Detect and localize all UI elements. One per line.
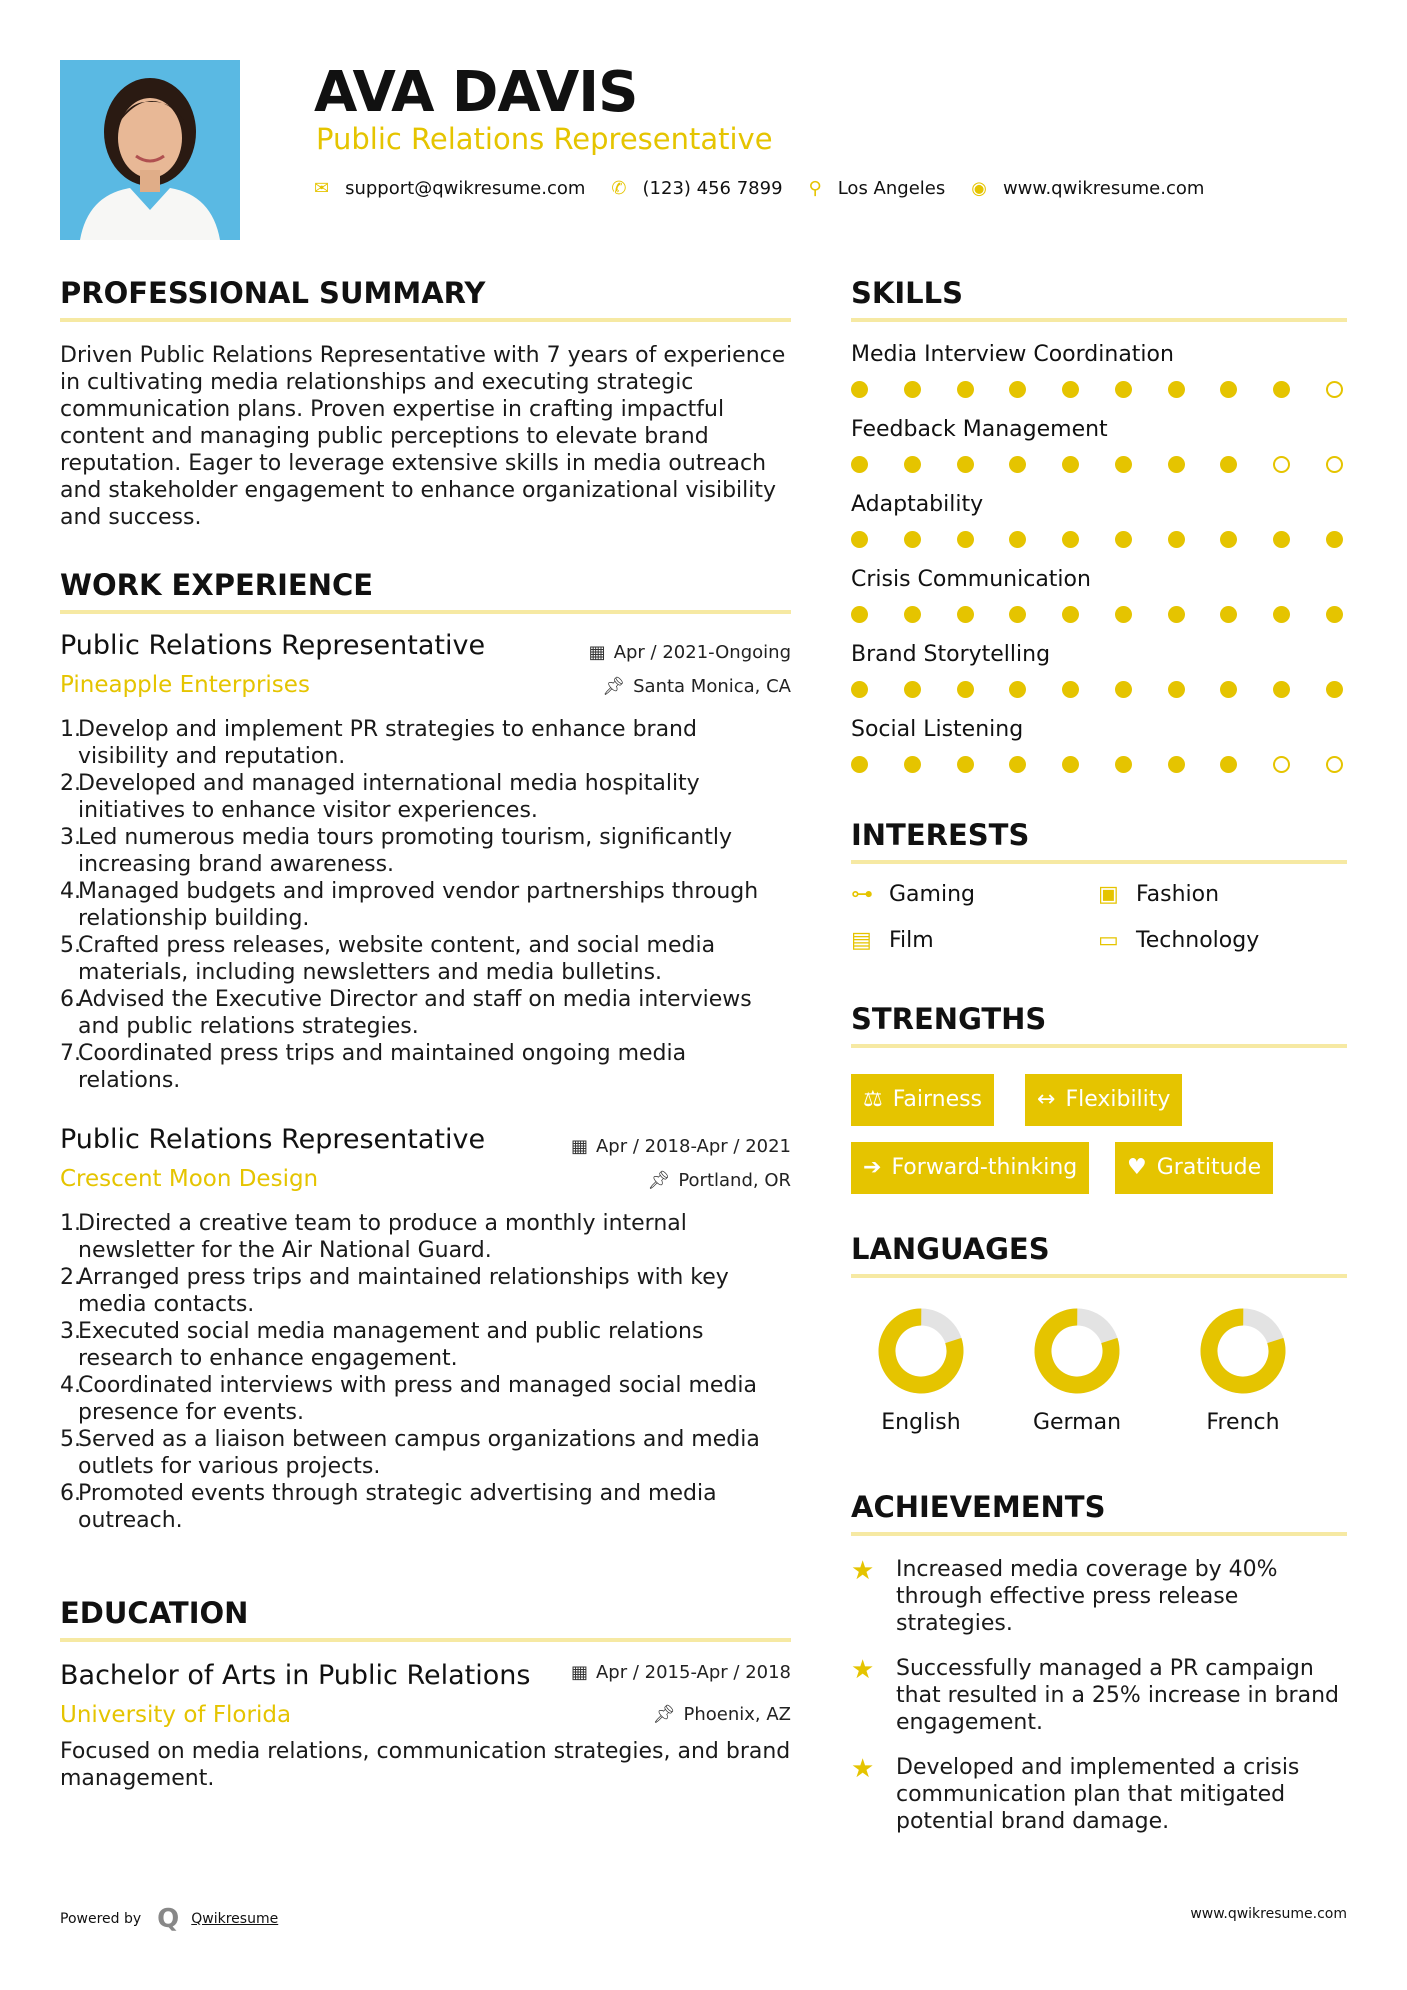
language-name: French xyxy=(1206,1410,1280,1435)
shopping-bag-icon: ▣ xyxy=(1098,882,1119,907)
skill-name: Media Interview Coordination xyxy=(851,342,1174,367)
language-donut xyxy=(856,1306,986,1406)
language-item xyxy=(856,1306,986,1435)
divider xyxy=(851,318,1347,322)
star-icon: ★ xyxy=(851,1556,875,1586)
rating-dot-empty xyxy=(1273,456,1290,473)
footer-url[interactable]: www.qwikresume.com xyxy=(1190,1906,1347,1922)
contact-phone[interactable]: (123) 456 7899 xyxy=(642,178,783,199)
rating-dot-filled xyxy=(1009,531,1026,548)
education-dates xyxy=(571,1662,791,1683)
rating-dot-filled xyxy=(1168,756,1185,773)
strengths-heading: STRENGTHS xyxy=(851,1002,1047,1036)
rating-dot-filled xyxy=(1115,456,1132,473)
rating-dot-filled xyxy=(957,456,974,473)
candidate-name: AVA DAVIS xyxy=(314,60,638,125)
language-item xyxy=(1012,1306,1142,1435)
rating-dot-filled xyxy=(904,681,921,698)
skill-rating xyxy=(851,756,1343,773)
pushpin-icon: 📌︎ xyxy=(602,676,626,697)
achievement-item xyxy=(851,1556,1346,1637)
interest-item xyxy=(851,882,975,907)
rating-dot-filled xyxy=(1220,681,1237,698)
divider xyxy=(60,1638,791,1642)
list-item: 3. Led numerous media tours promoting tourism, significantly increasing brand awareness. xyxy=(60,825,732,877)
divider xyxy=(60,318,791,322)
list-item: 3. Executed social media management and public relations research to enhance engagement. xyxy=(60,1319,704,1371)
language-donut xyxy=(1012,1306,1142,1406)
skill-name: Adaptability xyxy=(851,492,984,517)
calendar-icon: ▦ xyxy=(570,1662,588,1683)
list-item: 6. Advised the Executive Director and staff on media interviews and public relations strategies. xyxy=(60,987,752,1039)
language-name: English xyxy=(881,1410,961,1435)
achievement-item xyxy=(851,1655,1346,1736)
interests-heading: INTERESTS xyxy=(851,818,1030,852)
arrows-horizontal-icon: ↔ xyxy=(1037,1087,1056,1112)
skill-rating xyxy=(851,681,1343,698)
divider xyxy=(851,1274,1347,1278)
rating-dot-filled xyxy=(1009,756,1026,773)
gamepad-icon: ⊶ xyxy=(851,882,873,907)
rating-dot-filled xyxy=(1168,381,1185,398)
qwikresume-logo-icon: Q xyxy=(157,1904,180,1934)
qwikresume-link[interactable]: Qwikresume xyxy=(191,1911,279,1927)
language-name: German xyxy=(1032,1410,1122,1435)
rating-dot-filled xyxy=(904,606,921,623)
envelope-icon: ✉ xyxy=(314,178,330,199)
list-item: 5. Served as a liaison between campus organizations and media outlets for various projects. xyxy=(60,1427,760,1479)
degree-title: Bachelor of Arts in Public Relations xyxy=(60,1660,531,1691)
job-dates-text: Apr / 2021-Ongoing xyxy=(613,642,791,663)
skills-heading: SKILLS xyxy=(851,276,963,310)
job-location-text: Portland, OR xyxy=(678,1170,791,1191)
star-icon: ★ xyxy=(851,1754,875,1784)
list-item: 1. Directed a creative team to produce a monthly internal newsletter for the Air National Guard. xyxy=(60,1211,687,1263)
strength-label: Forward-thinking xyxy=(891,1155,1078,1180)
rating-dot-filled xyxy=(1115,756,1132,773)
rating-dot-filled xyxy=(1062,681,1079,698)
divider xyxy=(851,1044,1347,1048)
heart-icon: ♥ xyxy=(1127,1155,1147,1180)
contact-bar xyxy=(314,178,1230,199)
rating-dot-filled xyxy=(1326,531,1343,548)
list-item: 2. Arranged press trips and maintained relationships with key media contacts. xyxy=(60,1265,729,1317)
rating-dot-filled xyxy=(851,756,868,773)
rating-dot-filled xyxy=(1062,531,1079,548)
job-bullets xyxy=(60,1210,791,1534)
languages-heading: LANGUAGES xyxy=(851,1232,1050,1266)
job-dates-text: Apr / 2018-Apr / 2021 xyxy=(595,1136,791,1157)
skill-rating xyxy=(851,381,1343,398)
calendar-icon: ▦ xyxy=(588,642,606,663)
interest-label: Gaming xyxy=(889,882,975,907)
strength-label: Flexibility xyxy=(1065,1087,1171,1112)
contact-location: Los Angeles xyxy=(837,178,946,199)
rating-dot-empty xyxy=(1273,756,1290,773)
interest-label: Technology xyxy=(1136,928,1260,953)
education-description: Focused on media relations, communication strategies, and brand management. xyxy=(60,1739,791,1791)
rating-dot-filled xyxy=(1009,681,1026,698)
education-location-text: Phoenix, AZ xyxy=(683,1704,791,1725)
skill-rating xyxy=(851,531,1343,548)
job-location-text: Santa Monica, CA xyxy=(633,676,791,697)
contact-website[interactable]: www.qwikresume.com xyxy=(1002,178,1205,199)
rating-dot-filled xyxy=(1220,456,1237,473)
pushpin-icon: 📌︎ xyxy=(647,1170,671,1191)
skill-name: Social Listening xyxy=(851,717,1024,742)
rating-dot-filled xyxy=(904,756,921,773)
rating-dot-filled xyxy=(1168,681,1185,698)
rating-dot-filled xyxy=(1273,681,1290,698)
candidate-title: Public Relations Representative xyxy=(316,122,773,156)
work-heading: WORK EXPERIENCE xyxy=(60,568,374,602)
language-donut xyxy=(1178,1306,1308,1406)
rating-dot-filled xyxy=(851,456,868,473)
summary-heading: PROFESSIONAL SUMMARY xyxy=(60,276,486,310)
list-item: 7. Coordinated press trips and maintained ongoing media relations. xyxy=(60,1041,687,1093)
achievement-text: Successfully managed a PR campaign that resulted in a 25% increase in brand engagement. xyxy=(896,1656,1339,1735)
film-icon: ▤ xyxy=(851,928,872,953)
strength-badge xyxy=(851,1142,1089,1194)
rating-dot-empty xyxy=(1326,381,1343,398)
footer-powered xyxy=(60,1904,278,1934)
rating-dot-filled xyxy=(1273,531,1290,548)
skill-item xyxy=(851,717,1347,792)
skill-rating xyxy=(851,606,1343,623)
education-heading: EDUCATION xyxy=(60,1596,249,1630)
rating-dot-filled xyxy=(1273,606,1290,623)
list-item: 2. Developed and managed international media hospitality initiatives to enhance visitor experiences. xyxy=(60,771,700,823)
job-company: Crescent Moon Design xyxy=(60,1166,319,1192)
strength-badge xyxy=(851,1074,994,1126)
achievements-heading: ACHIEVEMENTS xyxy=(851,1490,1106,1524)
rating-dot-filled xyxy=(1115,606,1132,623)
skill-item xyxy=(851,492,1347,567)
rating-dot-filled xyxy=(1168,456,1185,473)
map-marker-icon: ⚲ xyxy=(808,178,822,199)
rating-dot-empty xyxy=(1326,756,1343,773)
job-location xyxy=(602,676,791,697)
education-location xyxy=(653,1704,791,1725)
strength-badge xyxy=(1025,1074,1182,1126)
rating-dot-filled xyxy=(1220,381,1237,398)
achievement-text: Developed and implemented a crisis communication plan that mitigated potential brand damage. xyxy=(896,1755,1300,1834)
rating-dot-filled xyxy=(1115,531,1132,548)
skills-list xyxy=(851,342,1347,792)
skill-item xyxy=(851,342,1347,417)
job-dates xyxy=(571,1136,791,1157)
rating-dot-filled xyxy=(1220,531,1237,548)
rating-dot-filled xyxy=(1115,381,1132,398)
rating-dot-filled xyxy=(1168,606,1185,623)
achievement-text: Increased media coverage by 40% through effective press release strategies. xyxy=(896,1557,1278,1636)
list-item: 4. Coordinated interviews with press and managed social media presence for events. xyxy=(60,1373,758,1425)
rating-dot-filled xyxy=(1273,381,1290,398)
education-dates-text: Apr / 2015-Apr / 2018 xyxy=(595,1662,791,1683)
list-item: 6. Promoted events through strategic advertising and media outreach. xyxy=(60,1481,717,1533)
globe-icon: ◉ xyxy=(971,178,987,199)
calendar-icon: ▦ xyxy=(570,1136,588,1157)
rating-dot-filled xyxy=(1062,756,1079,773)
rating-dot-filled xyxy=(904,531,921,548)
language-item xyxy=(1178,1306,1308,1435)
job-dates xyxy=(589,642,791,663)
list-item: 1. Develop and implement PR strategies to enhance brand visibility and reputation. xyxy=(60,717,697,769)
skill-name: Crisis Communication xyxy=(851,567,1091,592)
rating-dot-filled xyxy=(904,381,921,398)
job-title: Public Relations Representative xyxy=(60,630,486,661)
divider xyxy=(60,610,791,614)
interest-item xyxy=(851,928,934,953)
rating-dot-filled xyxy=(957,531,974,548)
laptop-icon: ▭ xyxy=(1098,928,1119,953)
arrow-right-icon: ➔ xyxy=(863,1155,882,1180)
rating-dot-filled xyxy=(851,681,868,698)
job-bullets xyxy=(60,716,791,1094)
phone-icon: ✆ xyxy=(611,178,627,199)
rating-dot-filled xyxy=(1168,531,1185,548)
rating-dot-filled xyxy=(1062,606,1079,623)
divider xyxy=(851,1532,1347,1536)
interest-item xyxy=(1098,928,1259,953)
rating-dot-filled xyxy=(1220,606,1237,623)
school-name: University of Florida xyxy=(60,1702,292,1728)
rating-dot-filled xyxy=(1009,606,1026,623)
summary-text: Driven Public Relations Representative with 7 years of experience in cultivating media relationships and executing strategic communication plans. Proven expertise in crafting impactful content and managing public perceptions to elevate brand reputation. Eager to leverage extensive skills in media outreach and stakeholder engagement to enhance organizational visibility and success. xyxy=(60,343,786,530)
rating-dot-filled xyxy=(957,381,974,398)
skill-item xyxy=(851,567,1347,642)
rating-dot-filled xyxy=(1009,381,1026,398)
rating-dot-filled xyxy=(904,456,921,473)
strength-badge xyxy=(1115,1142,1273,1194)
rating-dot-filled xyxy=(1115,681,1132,698)
interest-item xyxy=(1098,882,1219,907)
rating-dot-filled xyxy=(1326,681,1343,698)
rating-dot-filled xyxy=(1062,456,1079,473)
list-item: 4. Managed budgets and improved vendor partnerships through relationship building. xyxy=(60,879,759,931)
rating-dot-filled xyxy=(1062,381,1079,398)
star-icon: ★ xyxy=(851,1655,875,1685)
interest-label: Fashion xyxy=(1136,882,1220,907)
profile-photo xyxy=(60,60,240,240)
list-item: 5. Crafted press releases, website content, and social media materials, including newsletters and media bulletins. xyxy=(60,933,716,985)
job-location xyxy=(647,1170,791,1191)
powered-by-text: Powered by xyxy=(60,1911,142,1927)
rating-dot-filled xyxy=(1220,756,1237,773)
job-company: Pineapple Enterprises xyxy=(60,672,310,698)
rating-dot-empty xyxy=(1326,456,1343,473)
rating-dot-filled xyxy=(957,606,974,623)
achievement-item xyxy=(851,1754,1346,1835)
skill-name: Brand Storytelling xyxy=(851,642,1051,667)
skill-rating xyxy=(851,456,1343,473)
rating-dot-filled xyxy=(1326,606,1343,623)
job-title: Public Relations Representative xyxy=(60,1124,486,1155)
pushpin-icon: 📌︎ xyxy=(652,1704,676,1725)
rating-dot-filled xyxy=(957,756,974,773)
rating-dot-filled xyxy=(851,381,868,398)
balance-scale-icon: ⚖ xyxy=(863,1087,883,1112)
rating-dot-filled xyxy=(851,606,868,623)
skill-item xyxy=(851,417,1347,492)
skill-name: Feedback Management xyxy=(851,417,1108,442)
interest-label: Film xyxy=(889,928,934,953)
strength-label: Gratitude xyxy=(1156,1155,1262,1180)
rating-dot-filled xyxy=(1009,456,1026,473)
rating-dot-filled xyxy=(957,681,974,698)
strength-label: Fairness xyxy=(892,1087,983,1112)
rating-dot-filled xyxy=(851,531,868,548)
skill-item xyxy=(851,642,1347,717)
divider xyxy=(851,860,1347,864)
contact-email[interactable]: support@qwikresume.com xyxy=(345,178,586,199)
